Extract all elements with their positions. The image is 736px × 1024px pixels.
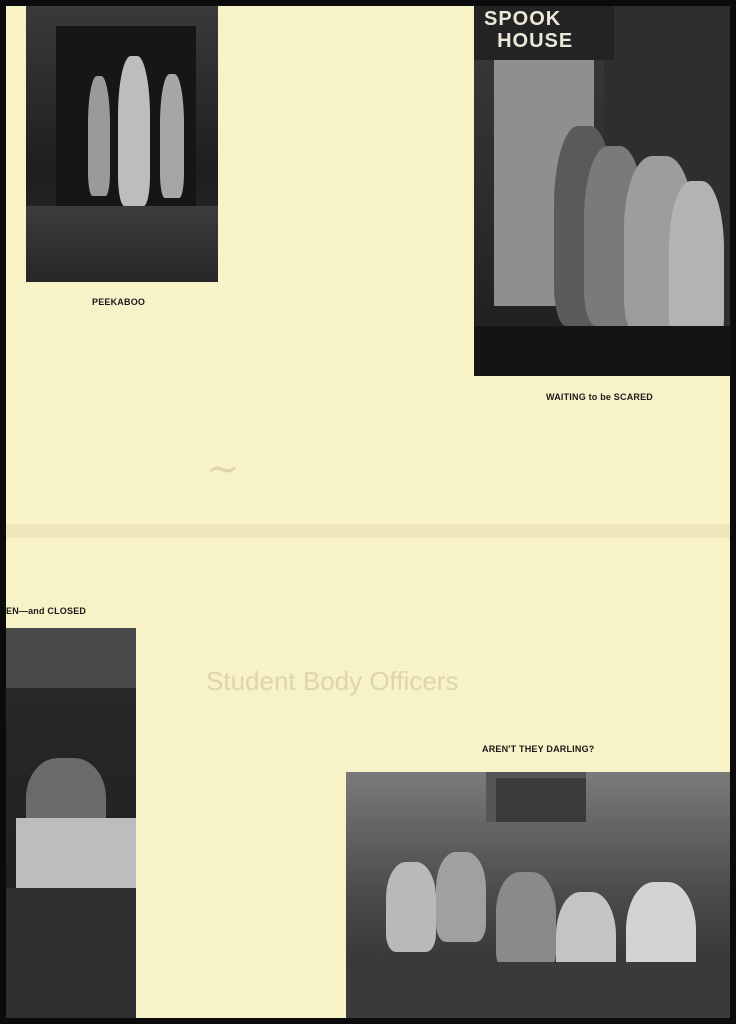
- yearbook-page: [6, 6, 730, 1018]
- spook-house-sign: SPOOK HOUSE: [474, 6, 614, 60]
- peekaboo-photo: [26, 6, 218, 282]
- spook-house-photo: [474, 6, 730, 376]
- peekaboo-caption: PEEKABOO: [92, 297, 146, 307]
- bleed-through-title: Student Body Officers: [206, 666, 459, 696]
- darling-photo: [346, 772, 730, 1018]
- open-closed-caption: EN—and CLOSED: [6, 606, 87, 616]
- bleed-through-band: [6, 524, 730, 538]
- open-closed-photo: [6, 628, 136, 1018]
- darling-caption: AREN'T THEY DARLING?: [482, 744, 595, 754]
- bleed-through-script: ~: [206, 446, 240, 492]
- waiting-caption: WAITING to be SCARED: [546, 392, 653, 402]
